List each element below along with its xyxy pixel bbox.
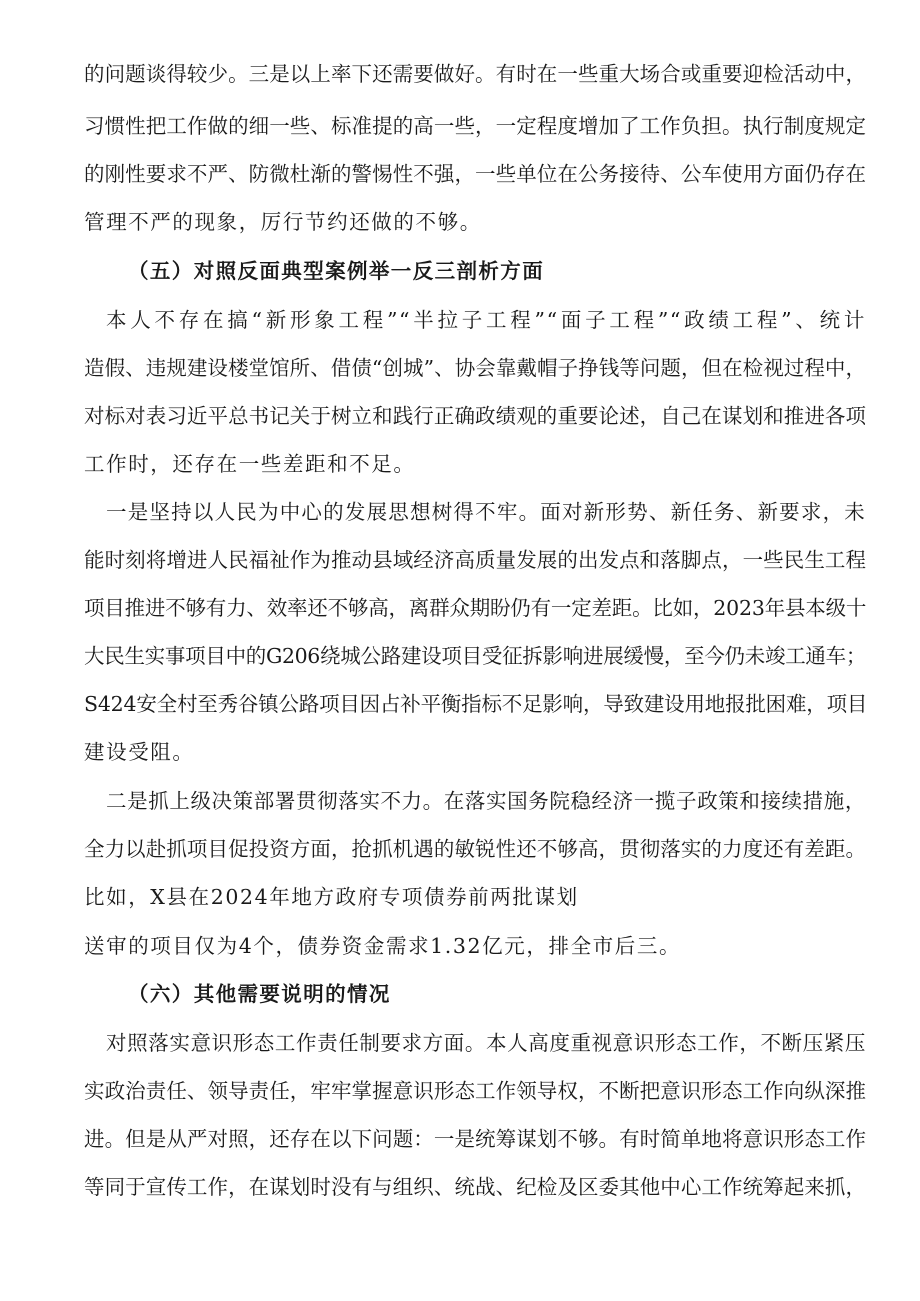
text-line: 对标对表习近平总书记关于树立和践行正确政绩观的重要论述，自己在谋划和推进各项 [84,404,866,428]
text-line: 进。但是从严对照，还存在以下问题：一是统筹谋划不够。有时简单地将意识形态工作 [84,1127,866,1151]
text-line: 项目推进不够有力、效率还不够高，离群众期盼仍有一定差距。比如，2023年县本级十 [84,596,867,620]
text-line: 送审的项目仅为4个，债券资金需求1.32亿元，排全市后三。 [84,934,682,958]
text-line: 的问题谈得较少。三是以上率下还需要做好。有时在一些重大场合或重要迎检活动中， [84,62,866,86]
text-line: 的刚性要求不严、防微杜渐的警惕性不强，一些单位在公务接待、公车使用方面仍存在 [84,162,866,186]
text-line: S424安全村至秀谷镇公路项目因占补平衡指标不足影响，导致建设用地报批困难，项目 [84,692,868,716]
text-line: 习惯性把工作做的细一些、标准提的高一些，一定程度增加了工作负担。执行制度规定 [84,114,866,138]
paragraph-first-line: 本人不存在搞“新形象工程”“半拉子工程”“面子工程”“政绩工程”、统计 [106,308,866,332]
text-line: 工作时，还存在一些差距和不足。 [84,452,416,476]
text-line: 实政治责任、领导责任，牢牢掌握意识形态工作领导权，不断把意识形态工作向纵深推 [84,1079,866,1103]
section-heading: （五）对照反面典型案例举一反三剖析方面 [128,259,545,283]
text-line: 建设受阻。 [84,740,195,764]
text-line: 全力以赴抓项目促投资方面，抢抓机遇的敏锐性还不够高，贯彻落实的力度还有差距。 [84,837,866,861]
paragraph-first-line: 对照落实意识形态工作责任制要求方面。本人高度重视意识形态工作，不断压紧压 [106,1031,866,1055]
text-line: 大民生实事项目中的G206绕城公路建设项目受征拆影响进展缓慢，至今仍未竣工通车； [84,644,866,668]
section-heading: （六）其他需要说明的情况 [128,982,391,1006]
text-line: 能时刻将增进人民福祉作为推动县域经济高质量发展的出发点和落脚点，一些民生工程 [84,548,866,572]
text-line: 比如，X县在2024年地方政府专项债券前两批谋划 [84,885,579,909]
paragraph-first-line: 一是坚持以人民为中心的发展思想树得不牢。面对新形势、新任务、新要求，未 [106,500,866,524]
text-line: 管理不严的现象，厉行节约还做的不够。 [84,210,482,234]
text-line: 造假、违规建设楼堂馆所、借债“创城”、协会靠戴帽子挣钱等问题，但在检视过程中， [84,356,866,380]
text-line: 等同于宣传工作，在谋划时没有与组织、统战、纪检及区委其他中心工作统筹起来抓， [84,1175,866,1199]
paragraph-first-line: 二是抓上级决策部署贯彻落实不力。在落实国务院稳经济一揽子政策和接续措施， [106,789,866,813]
